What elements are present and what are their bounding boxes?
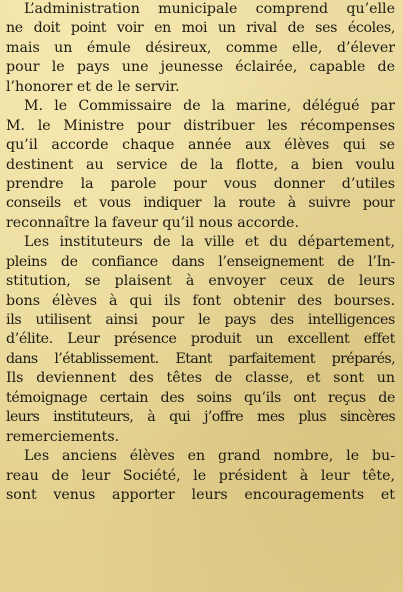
text-line: M. le Commissaire de la marine, délégué par: [24, 98, 395, 115]
text-line: ne doit point voir en moi un rival de ses écoles,: [6, 20, 395, 37]
text-line: qu’il accorde chaque année aux élèves qui se: [6, 137, 395, 154]
text-line: M. le Ministre pour distribuer les récompenses: [6, 117, 395, 134]
text-line: Les instituteurs de la ville et du département,: [24, 234, 395, 251]
text-line: destinent au service de la flotte, a bien voulu: [6, 156, 395, 173]
text-line: prendre la parole pour vous donner d’utiles: [6, 175, 395, 192]
text-line: dans l’établissement. Etant parfaitement préparés,: [6, 350, 395, 367]
text-line: conseils et vous indiquer la route à suivre pour: [6, 195, 395, 212]
text-line: pleins de confiance dans l’enseignement de l’In-: [6, 253, 395, 270]
paragraph-commissioner-marine: [6, 97, 395, 233]
text-line: remerciements.: [6, 428, 120, 445]
text-line: témoignage certain des soins qu’ils ont reçus de: [6, 389, 395, 406]
paragraph-former-students: [6, 447, 395, 505]
text-line: reau de leur Société, le président à leur tête,: [6, 467, 395, 484]
text-line: l’honorer et de le servir.: [6, 78, 180, 95]
text-line: bons élèves à qui ils font obtenir des bourses.: [6, 292, 395, 309]
text-line: sont venus apporter leurs encouragements et: [6, 486, 395, 503]
text-line: stitution, se plaisent à envoyer ceux de leurs: [6, 273, 395, 290]
text-line: leurs instituteurs, à qui j’offre mes plus sincères: [6, 409, 395, 426]
text-line: pour le pays une jeunesse éclairée, capable de: [6, 59, 395, 76]
text-line: Les anciens élèves en grand nombre, le bu-: [24, 448, 395, 465]
text-line: Ils deviennent des têtes de classe, et sont un: [6, 370, 395, 387]
text-line: ils utilisent ainsi pour le pays des intelligences: [6, 312, 395, 328]
text-line: mais un émule désireux, comme elle, d’élever: [6, 39, 395, 56]
paragraph-teachers: [6, 233, 395, 447]
text-line: reconnaître la faveur qu’il nous accorde.: [6, 214, 299, 231]
paragraph-municipal-administration: [6, 0, 395, 97]
text-line: L’administration municipale comprend qu’elle: [24, 1, 395, 17]
text-line: d’élite. Leur présence produit un excellent effet: [6, 331, 395, 348]
